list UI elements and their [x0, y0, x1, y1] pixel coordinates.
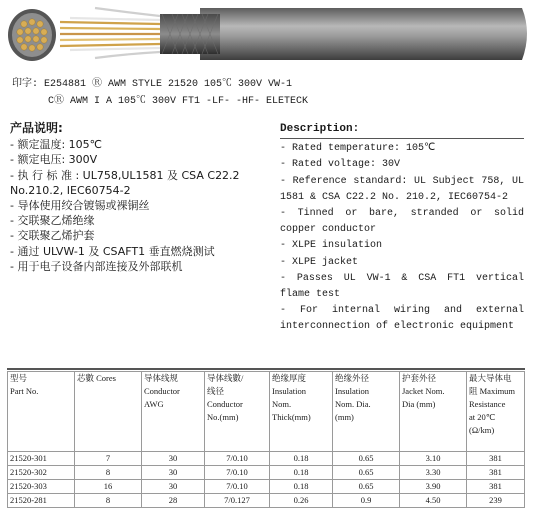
spec-table	[7, 371, 525, 508]
chinese-title: 产品说明:	[10, 121, 63, 135]
table-row	[8, 480, 525, 494]
english-line: - Rated voltage: 30V	[280, 159, 401, 171]
table-cell: 3.90	[400, 480, 467, 494]
table-cell: 0.26	[270, 494, 333, 508]
header-text: at 20℃	[469, 412, 496, 422]
table-cell: 0.65	[333, 452, 400, 466]
english-line: - For internal wiring and external interconnection of electronic equipment	[280, 305, 531, 333]
table-cell: 16	[75, 480, 142, 494]
chinese-line: No.210.2, IEC60754-2	[10, 183, 131, 197]
table-top-rule	[7, 368, 525, 370]
table-cell: 8	[75, 494, 142, 508]
header-cores	[75, 372, 142, 452]
chinese-line: - 导体使用绞合镀锡或裸铜丝	[10, 199, 150, 213]
table-cell: 21520-302	[8, 466, 75, 480]
header-text: 绝缘厚度	[272, 373, 307, 383]
table-cell: 4.50	[400, 494, 467, 508]
chinese-line: - 执 行 标 准 : UL758,UL1581 及 CSA C22.2	[10, 168, 240, 182]
table-cell: 0.18	[270, 466, 333, 480]
header-text: 护套外径	[402, 373, 437, 383]
header-text: Conductor	[207, 399, 243, 409]
table-cell: 8	[75, 466, 142, 480]
chinese-line: - 额定温度: 105℃	[10, 138, 103, 152]
english-line: - Reference standard: UL Subject 758, UL 1581 & CSA C22.2 No. 210.2, IEC60754-2	[280, 175, 531, 203]
header-text: Thick(mm)	[272, 412, 311, 422]
header-text: 最大导体电	[469, 373, 512, 383]
table-cell: 7/0.10	[205, 480, 270, 494]
table-row	[8, 466, 525, 480]
header-part-no	[8, 372, 75, 452]
header-text: (mm)	[335, 412, 354, 422]
header-text: Nom.	[272, 399, 292, 409]
english-title: Description:	[280, 121, 524, 139]
marking-line-2: CⓇ AWM I A 105℃ 300V FT1 -LF- -HF- ELETECK	[48, 96, 309, 107]
header-text: 导体线规	[144, 373, 179, 383]
table-cell: 21520-303	[8, 480, 75, 494]
english-line: - Tinned or bare, stranded or solid copper conductor	[280, 208, 531, 236]
table-cell: 381	[467, 466, 525, 480]
table-cell: 0.18	[270, 452, 333, 466]
header-text: Resistance	[469, 399, 506, 409]
table-cell: 0.65	[333, 466, 400, 480]
header-text: 线径	[207, 386, 225, 396]
table-cell: 0.9	[333, 494, 400, 508]
table-cell: 7	[75, 452, 142, 466]
header-text: 导体线數/	[207, 373, 244, 383]
table-cell: 0.18	[270, 480, 333, 494]
table-cell: 28	[142, 494, 205, 508]
table-cell: 7/0.10	[205, 466, 270, 480]
table-cell: 239	[467, 494, 525, 508]
header-max-resistance	[467, 372, 525, 452]
table-cell: 3.10	[400, 452, 467, 466]
table-cell: 381	[467, 480, 525, 494]
header-jacket-dia	[400, 372, 467, 452]
header-text: 阻 Maximum	[469, 386, 516, 396]
table-row	[8, 494, 525, 508]
table-cell: 7/0.127	[205, 494, 270, 508]
cable-illustration	[0, 0, 534, 72]
table-cell: 30	[142, 480, 205, 494]
english-description	[280, 121, 531, 336]
header-text: No.(mm)	[207, 412, 239, 422]
table-cell: 3.30	[400, 466, 467, 480]
english-line: - Rated temperature: 105℃	[280, 143, 436, 155]
chinese-line: - 交联聚乙烯绝缘	[10, 214, 95, 228]
chinese-line: - 通过 ULVW-1 及 CSAFT1 垂直燃烧测试	[10, 244, 215, 258]
header-text: 绝缘外径	[335, 373, 370, 383]
header-text: Dia (mm)	[402, 399, 436, 409]
table-cell: 381	[467, 452, 525, 466]
header-text: Nom. Dia.	[335, 399, 371, 409]
header-text: AWG	[144, 399, 164, 409]
chinese-description	[10, 121, 260, 274]
table-cell: 21520-281	[8, 494, 75, 508]
chinese-line: - 额定电压: 300V	[10, 153, 98, 167]
cable-jacket	[200, 8, 527, 60]
header-text: Jacket Nom.	[402, 386, 445, 396]
english-line: - XLPE insulation	[280, 240, 383, 252]
marking-line-1: 印字: E254881 Ⓡ AWM STYLE 21520 105℃ 300V VW-1	[12, 79, 293, 90]
header-text: Conductor	[144, 386, 180, 396]
header-insulation-dia	[333, 372, 400, 452]
header-insulation-thick	[270, 372, 333, 452]
table-cell: 30	[142, 452, 205, 466]
table-header-row	[8, 372, 525, 452]
english-line: - XLPE jacket	[280, 256, 359, 268]
header-text: 型号	[10, 373, 28, 383]
table-cell: 7/0.10	[205, 452, 270, 466]
header-conductor-no	[205, 372, 270, 452]
header-text: 芯數 Cores	[77, 373, 116, 383]
english-line: - Passes UL VW-1 & CSA FT1 vertical flame test	[280, 272, 531, 301]
chinese-line: - 用于电子设备内部连接及外部联机	[10, 259, 183, 273]
cable-conductors	[60, 8, 160, 58]
header-conductor-awg	[142, 372, 205, 452]
header-text: (Ω/km)	[469, 425, 495, 435]
header-text: Part No.	[10, 386, 39, 396]
table-row	[8, 452, 525, 466]
header-text: Insulation	[272, 386, 306, 396]
table-cell: 0.65	[333, 480, 400, 494]
table-cell: 21520-301	[8, 452, 75, 466]
chinese-line: - 交联聚乙烯护套	[10, 229, 95, 243]
table-cell: 30	[142, 466, 205, 480]
header-text: Insulation	[335, 386, 369, 396]
